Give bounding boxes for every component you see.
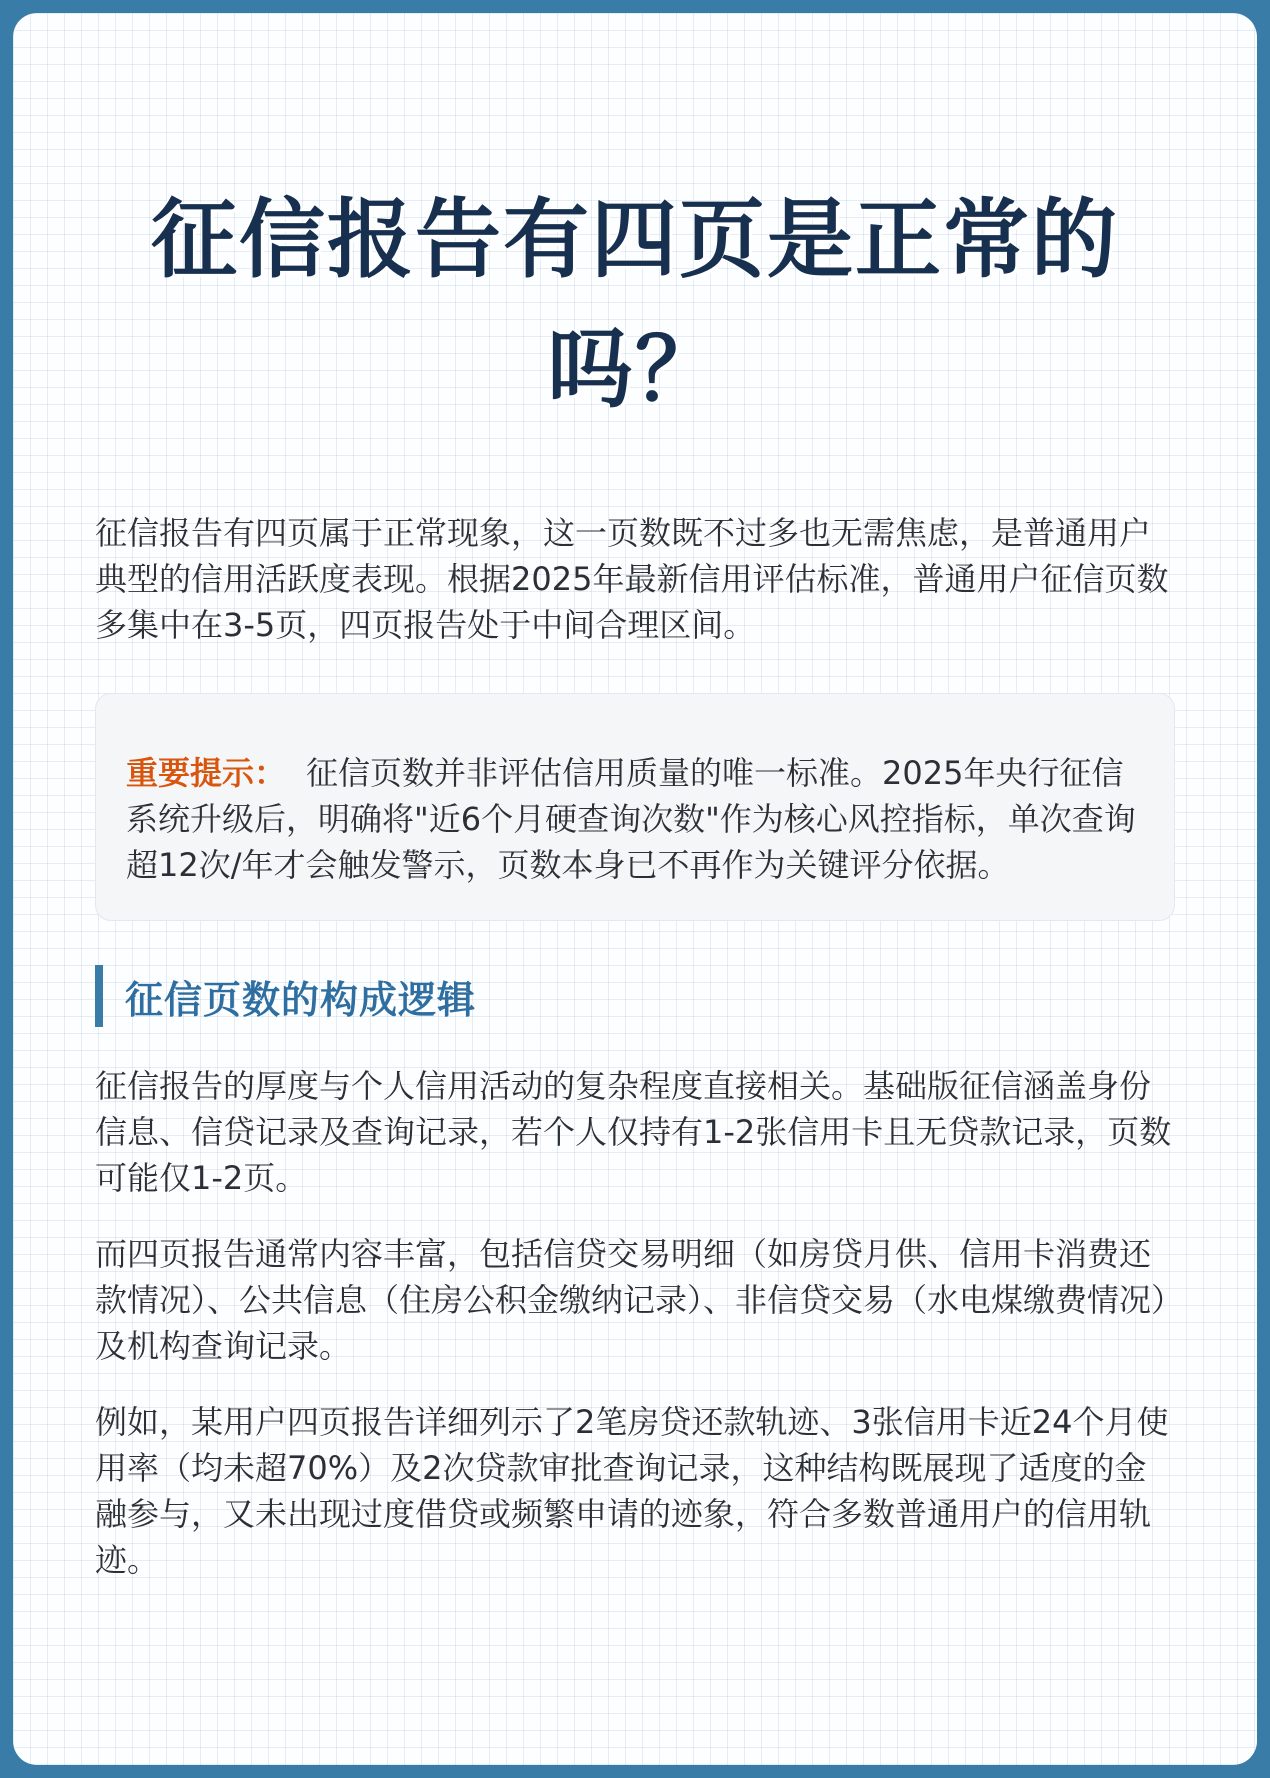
notice-paragraph <box>126 750 1144 888</box>
section-heading: 征信页数的构成逻辑 <box>95 965 1175 1027</box>
body-paragraph-2: 而四页报告通常内容丰富，包括信贷交易明细（如房贷月供、信用卡消费还款情况）、公共信息（住房公积金缴纳记录）、非信贷交易（水电煤缴费情况）及机构查询记录。 <box>95 1235 1168 1365</box>
body-paragraph-3: 例如，某用户四页报告详细列示了2笔房贷还款轨迹、3张信用卡近24个月使用率（均未超70%）及2次贷款审批查询记录，这种结构既展现了适度的金融参与，又未出现过度借贷或频繁申请的迹象，符合多数普通用户的信用轨迹。 <box>95 1403 1169 1579</box>
page-title: 征信报告有四页是正常的吗？ <box>151 190 1119 420</box>
intro-paragraph: 征信报告有四页属于正常现象，这一页数既不过多也无需焦虑，是普通用户典型的信用活跃度表现。根据2025年最新信用评估标准，普通用户征信页数多集中在3-5页，四页报告处于中间合理区间。 <box>95 514 1169 644</box>
body-paragraph-1: 征信报告的厚度与个人信用活动的复杂程度直接相关。基础版征信涵盖身份信息、信贷记录及查询记录，若个人仅持有1-2张信用卡且无贷款记录，页数可能仅1-2页。 <box>95 1067 1172 1197</box>
article <box>95 13 1175 1583</box>
notice-box <box>95 693 1175 921</box>
page-frame <box>13 13 1257 1765</box>
notice-label: 重要提示： <box>126 754 287 792</box>
notice-text: 征信页数并非评估信用质量的唯一标准。2025年央行征信系统升级后，明确将"近6个月硬查询次数"作为核心风控指标，单次查询超12次/年才会触发警示，页数本身已不再作为关键评分依据。 <box>126 754 1136 884</box>
